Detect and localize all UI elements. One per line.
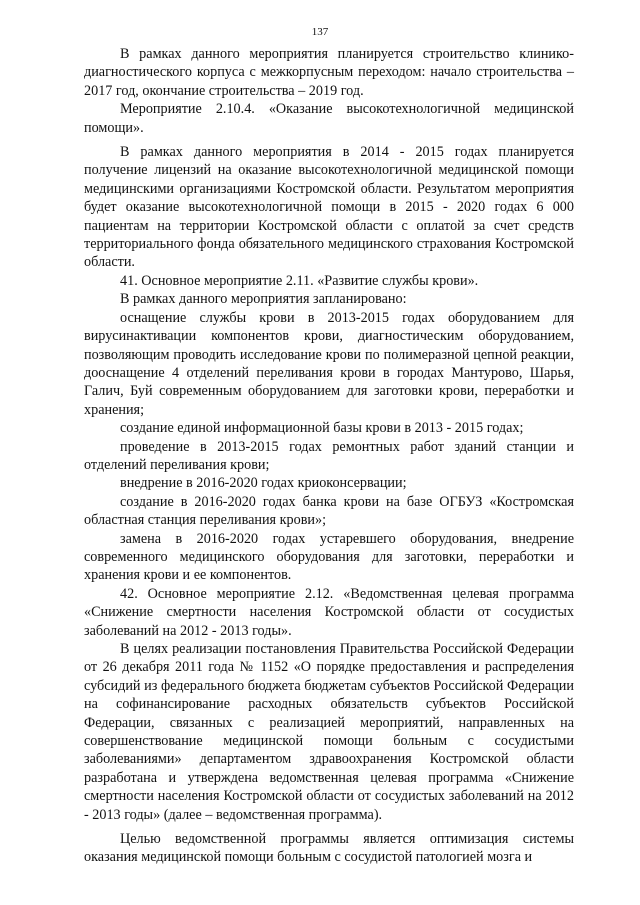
body-text bbox=[84, 45, 574, 867]
page-number: 137 bbox=[311, 26, 329, 38]
paragraph: проведение в 2013-2015 годах ремонтных работ зданий станции и отделений переливания крови; bbox=[84, 438, 574, 473]
paragraph: В рамках данного мероприятия планируется строительство клинико-диагностического корпуса с межкорпусным переходом: начало строительства – 2017 год, окончание строительства – 2019 год. bbox=[84, 46, 574, 99]
paragraph: создание в 2016-2020 годах банка крови на базе ОГБУЗ «Костромская областная станция переливания крови»; bbox=[84, 493, 574, 529]
paragraph: В рамках данного мероприятия в 2014 - 2015 годах планируется получение лицензий на оказание высокотехнологичной медицинской помощи медицинскими организациями Костромской области. Результатом мероприятия будет оказание высокотехнологичной помощи в 2015 - 2020 годах 6 000 пациентам на территории Костромской области с оплатой за счет средств территориального фонда обязательного медицинского страхования Костромской области. bbox=[84, 144, 574, 271]
paragraph: 42. Основное мероприятие 2.12. «Ведомственная целевая программа «Снижение смертности населения Костромской области от сосудистых заболеваний на 2012 - 2013 годы». bbox=[84, 585, 574, 639]
paragraph: В рамках данного мероприятия запланировано: bbox=[120, 291, 407, 308]
paragraph: 41. Основное мероприятие 2.11. «Развитие службы крови». bbox=[120, 272, 479, 289]
paragraph: внедрение в 2016-2020 годах криоконсервации; bbox=[120, 475, 407, 492]
paragraph: создание единой информационной базы крови в 2013 - 2015 годах; bbox=[120, 420, 524, 437]
paragraph: В целях реализации постановления Правительства Российской Федерации от 26 декабря 2011 года № 1152 «О порядке предоставления и распределения субсидий из федерального бюджета бюджетам субъектов Российской Федерации на софинансирование расходных обязательств субъектов Российской Федерации, связанных с реализацией мероприятий, направленных на совершенствование медицинской помощи больным с сосудистыми заболеваниями» департаментом здравоохранения Костромской области разработана и утверждена ведомственная целевая программа «Снижение смертности населения Костромской области от сосудистых заболеваний на 2012 - 2013 годы» (далее – ведомственная программа). bbox=[84, 641, 574, 823]
paragraph: Целью ведомственной программы является оптимизация системы оказания медицинской помощи больным с сосудистой патологией мозга и bbox=[84, 831, 574, 866]
paragraph: Мероприятие 2.10.4. «Оказание высокотехнологичной медицинской помощи». bbox=[84, 101, 574, 136]
paragraph: оснащение службы крови в 2013-2015 годах оборудованием для вирусинактивации компонентов крови, диагностическим оборудованием, позволяющим проводить исследование крови по полимеразной цепной реакции, дооснащение 4 отделений переливания крови в городах Мантурово, Шарья, Галич, Буй современным оборудованием для заготовки крови, переработки и хранения; bbox=[84, 309, 574, 418]
paragraph: замена в 2016-2020 годах устаревшего оборудования, внедрение современного медицинского оборудования для заготовки, переработки и хранения крови и ее компонентов. bbox=[84, 530, 574, 584]
